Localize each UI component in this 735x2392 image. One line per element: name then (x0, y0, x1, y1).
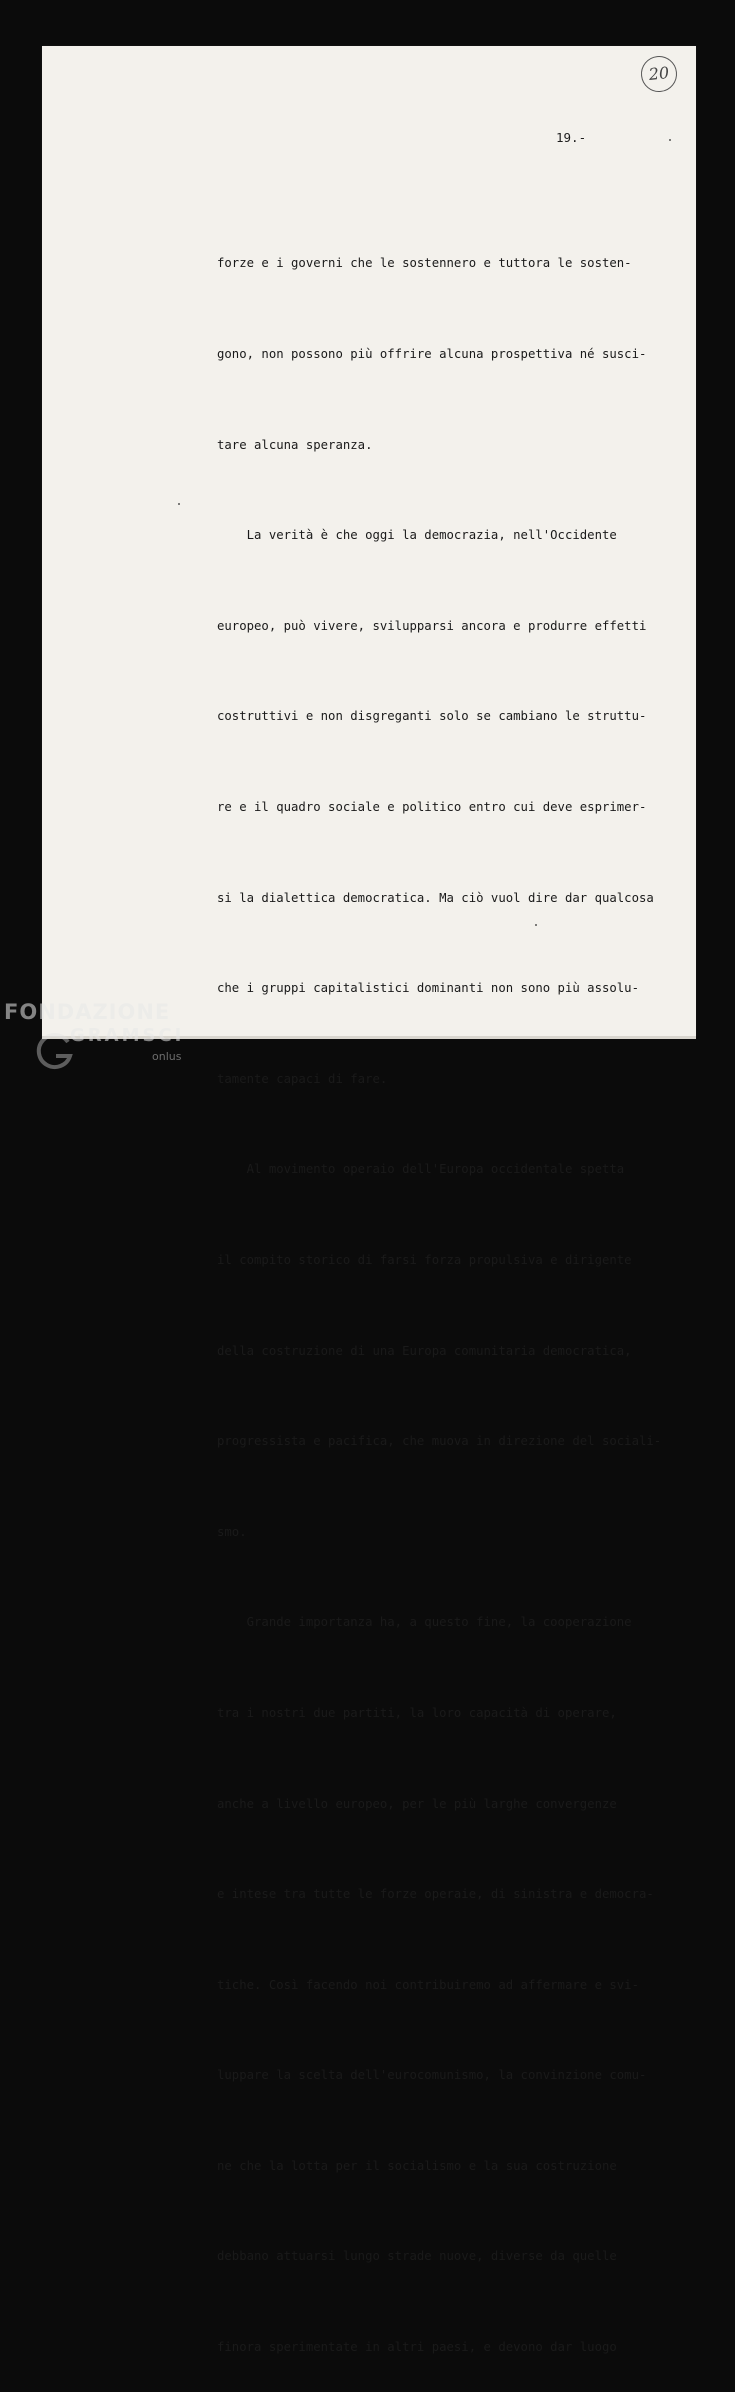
text-line: tare alcuna speranza. (217, 437, 373, 452)
text-line: tiche. Così facendo noi contribuiremo ad affermare e svi- (217, 1977, 639, 1992)
text-line: tamente capaci di fare. (217, 1071, 388, 1086)
text-line: Grande importanza ha, a questo fine, la cooperazione (217, 1615, 632, 1630)
text-line: si la dialettica democratica. Ma ciò vuol dire dar qualcosa (217, 890, 654, 905)
text-line: tra i nostri due partiti, la loro capacità di operare, (217, 1705, 617, 1720)
text-line: smo. (217, 1524, 247, 1539)
text-line: anche a livello europeo, per le più larghe convergenze (217, 1796, 617, 1811)
text-line: e intese tra tutte le forze operaie, di sinistra e democra- (217, 1887, 654, 1902)
speck (669, 139, 671, 141)
text-line: finora sperimentate in altri paesi, e devono dar luogo (217, 2340, 617, 2355)
text-line: ne che la lotta per il socialismo e la sua costruzione (217, 2158, 617, 2173)
text-line: La verità è che oggi la democrazia, nell'Occidente (217, 528, 617, 543)
text-line: europeo, può vivere, svilupparsi ancora e produrre effetti (217, 618, 647, 633)
text-line: che i gruppi capitalistici dominanti non sono più assolu- (217, 981, 639, 996)
page-number: 19.- (556, 130, 587, 145)
text-line: gono, non possono più offrire alcuna prospettiva né susci- (217, 347, 647, 361)
text-line: forze e i governi che le sostennero e tuttora le sosten- (217, 256, 632, 271)
text-line: debbano attuarsi lungo strade nuove, diverse da quelle (217, 2249, 617, 2264)
watermark-line1: FONDAZIONE (4, 1000, 171, 1024)
watermark-onlus: onlus (152, 1050, 182, 1063)
archive-stamp: 20 (639, 54, 679, 94)
text-line: re e il quadro sociale e politico entro cui deve esprimer- (217, 799, 647, 814)
text-line: Al movimento operaio dell'Europa occidentale spetta (217, 1162, 625, 1177)
text-line: luppare la scelta dell'eurocomunismo, la convinzione comu- (217, 2068, 647, 2083)
body-text (217, 188, 662, 2392)
text-line: progressista e pacifica, che muova in direzione del sociali- (217, 1434, 662, 1449)
text-line: costruttivi e non disgreganti solo se cambiano le struttu- (217, 709, 647, 724)
text-line: della costruzione di una Europa comunitaria democratica, (217, 1343, 632, 1358)
speck (178, 503, 180, 505)
watermark-line2: GRAMSCI (70, 1025, 185, 1046)
text-line: il compito storico di farsi forza propulsiva e dirigente (217, 1252, 632, 1267)
